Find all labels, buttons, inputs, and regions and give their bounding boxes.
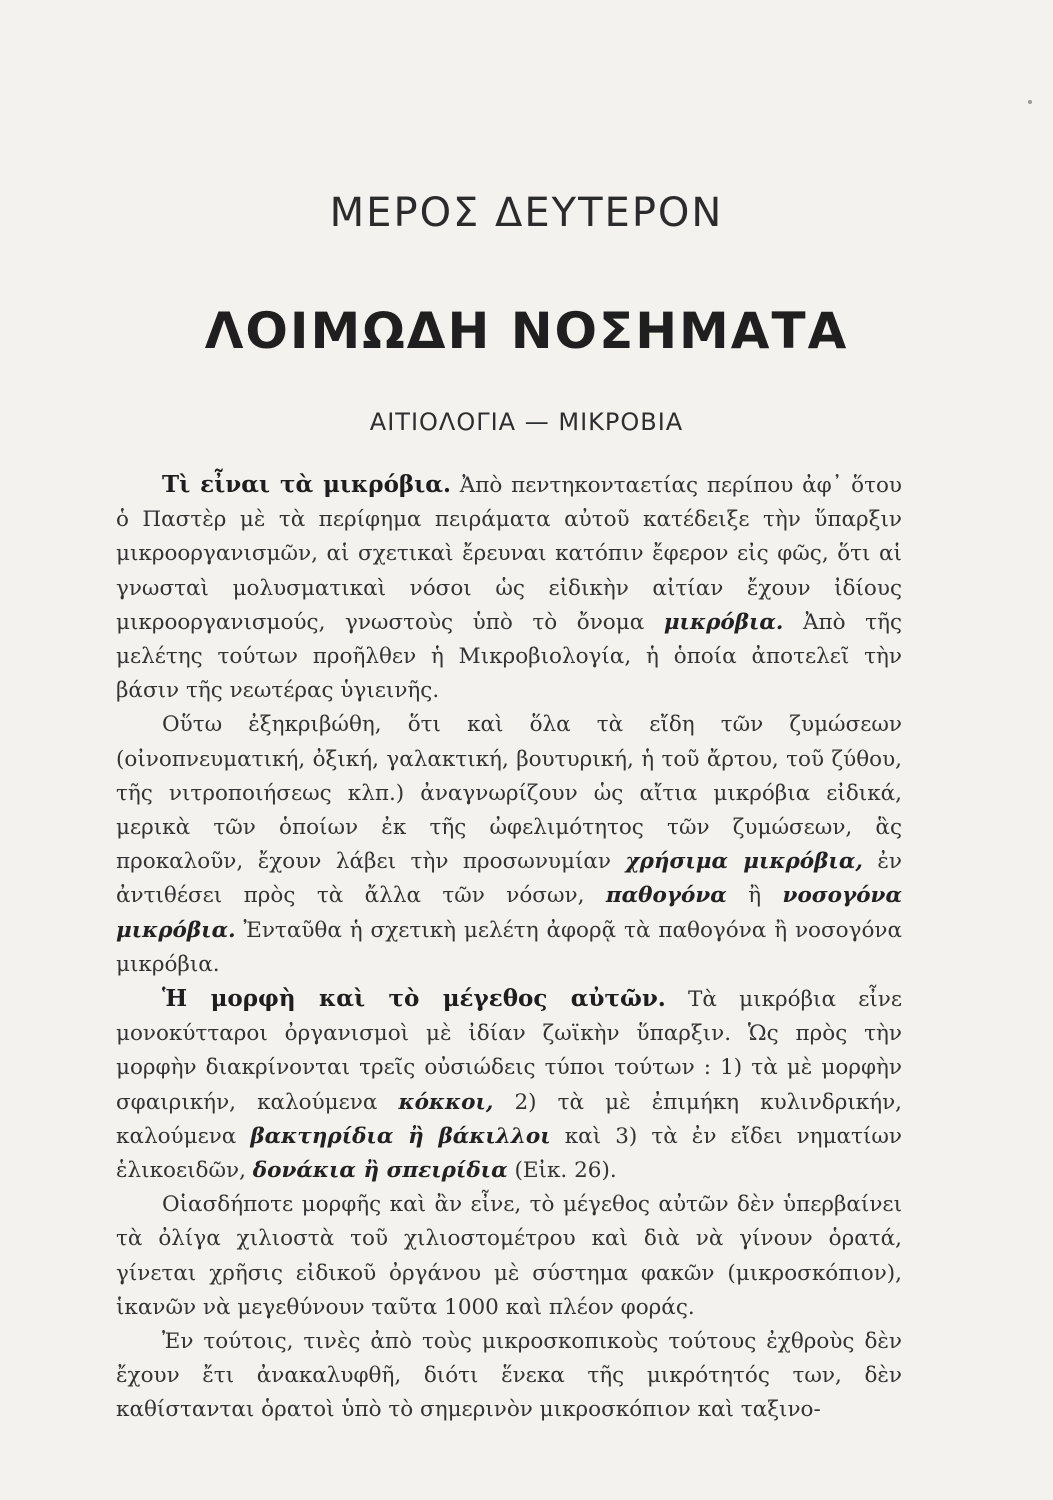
emphasis-term: νοσογόνα μικρόβια. xyxy=(116,883,902,943)
emphasis-term: δονάκια ἢ σπειρίδια xyxy=(252,1158,508,1184)
paragraph-lead: Τὶ εἶναι τὰ μικρόβια. xyxy=(162,471,452,498)
paragraph-text: ἐν ἀντιθέσει πρὸς τὰ ἄλλα τῶν νόσων, xyxy=(116,849,902,909)
paragraph-lead: Ἡ μορφὴ καὶ τὸ μέγεθος αὐτῶν. xyxy=(162,985,666,1013)
paragraph-text: καὶ 3) τὰ ἐν εἴδει νηματίων ἑλικοειδῶν, xyxy=(116,1123,902,1184)
chapter-title: ΛΟΙΜΩΔΗ ΝΟΣΗΜΑΤΑ xyxy=(204,302,849,360)
emphasis-term: παθογόνα xyxy=(605,883,727,909)
paragraph-4 xyxy=(116,1188,902,1325)
emphasis-term: κόκκοι, xyxy=(398,1089,494,1115)
paragraph-1 xyxy=(116,468,902,708)
section-subtitle: ΑΙΤΙΟΛΟΓΙΑ — ΜΙΚΡΟΒΙΑ xyxy=(369,408,684,436)
body-text xyxy=(116,468,902,1428)
paragraph-text: Τὰ μικρόβια εἶνε μονοκύτταροι ὀργανισμοὶ μὲ ἰδίαν ζωϊκὴν ὕπαρξιν. Ὡς πρὸς τὴν μορφὴν διακρίνονται τρεῖς οὐσιώδεις τύποι τούτων : 1) τὰ μὲ μορφὴν σφαιρικήν, καλούμενα xyxy=(116,987,902,1115)
paragraph-text: ἢ xyxy=(726,883,783,909)
part-heading: ΜΕΡΟΣ ΔΕΥΤΕΡΟΝ xyxy=(329,190,724,236)
emphasis-term: βακτηρίδια ἢ βάκιλλοι xyxy=(250,1123,551,1149)
paragraph-5 xyxy=(116,1325,902,1428)
paragraph-text: Οἱασδήποτε μορφῆς καὶ ἂν εἶνε, τὸ μέγεθος αὐτῶν δὲν ὑπερβαίνει τὰ ὀλίγα χιλιοστὰ τοῦ χιλιοστομέτρου καὶ διὰ νὰ γίνουν ὁρατά, γίνεται χρῆσις εἰδικοῦ ὀργάνου μὲ σύστημα φακῶν (μικροσκόπιον), ἱκανῶν νὰ μεγεθύνουν ταῦτα 1000 καὶ πλέον φοράς. xyxy=(116,1192,902,1320)
paragraph-text: 2) τὰ μὲ ἐπιμήκη κυλινδρικήν, καλούμενα xyxy=(116,1089,902,1149)
paragraph-text: (Εἰκ. 26). xyxy=(507,1158,617,1184)
paragraph-text: Οὕτω ἐξηκριβώθη, ὅτι καὶ ὅλα τὰ εἴδη τῶν ζυμώσεων (οἰνοπνευματική, ὀξική, γαλακτική, βουτυρική, ἡ τοῦ ἄρτου, τοῦ ζύθου, τῆς νιτροποιήσεως κλπ.) ἀναγνωρίζουν ὡς αἴτια μικρόβια εἰδικά, μερικὰ τῶν ὁποίων ἐκ τῆς ὠφελιμότητος τῶν ζυμώσεων, ἃς προκαλοῦν, ἔχουν λάβει τὴν προσωνυμίαν xyxy=(116,712,902,875)
paragraph-text: Ἀπὸ τῆς μελέτης τούτων προῆλθεν ἡ Μικροβιολογία, ἡ ὁποία ἀποτελεῖ τὴν βάσιν τῆς νεωτέρας ὑγιεινῆς. xyxy=(116,609,902,704)
paragraph-text: Ἀπὸ πεντηκονταετίας περίπου ἀφ᾽ ὅτου ὁ Παστὲρ μὲ τὰ περίφημα πειράματα αὐτοῦ κατέδειξε τὴν ὕπαρξιν μικροοργανισμῶν, αἱ σχετικαὶ ἔρευναι κατόπιν ἔφερον εἰς φῶς, ὅτι αἱ γνωσταὶ μολυσματικαὶ νόσοι ὡς εἰδικὴν αἰτίαν ἔχουν ἰδίους μικροοργανισμούς, γνωστοὺς ὑπὸ τὸ ὄνομα xyxy=(116,473,902,635)
emphasis-term: χρήσιμα μικρόβια, xyxy=(625,849,863,875)
scan-speck xyxy=(1028,100,1032,104)
paragraph-2 xyxy=(116,708,902,982)
paragraph-text: Ἐν τούτοις, τινὲς ἀπὸ τοὺς μικροσκοπικοὺς τούτους ἐχθροὺς δὲν ἔχουν ἔτι ἀνακαλυφθῆ, διότι ἕνεκα τῆς μικρότητός των, δὲν καθίστανται ὁρατοὶ ὑπὸ τὸ σημερινὸν μικροσκόπιον καὶ ταξινο- xyxy=(116,1329,902,1423)
paragraph-text: Ἐνταῦθα ἡ σχετικὴ μελέτη ἀφορᾷ τὰ παθογόνα ἢ νοσογόνα μικρόβια. xyxy=(116,917,902,977)
paragraph-3 xyxy=(116,982,902,1188)
emphasis-term: μικρόβια. xyxy=(663,609,784,635)
